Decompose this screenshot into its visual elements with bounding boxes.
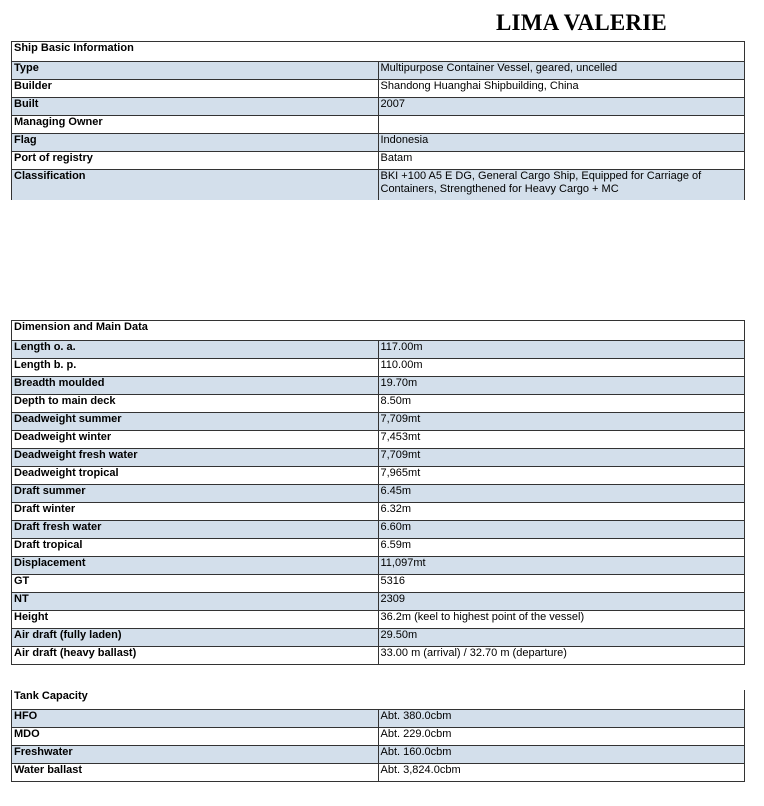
table-row [12, 746, 745, 764]
table-row [12, 503, 745, 521]
row-value: 2007 [378, 98, 745, 116]
row-label: Deadweight fresh water [12, 449, 379, 467]
row-label: Deadweight tropical [12, 467, 379, 485]
row-value: Abt. 160.0cbm [378, 746, 745, 764]
table-row [12, 593, 745, 611]
table-row [12, 575, 745, 593]
row-label: MDO [12, 728, 379, 746]
row-label: NT [12, 593, 379, 611]
row-value: 110.00m [378, 359, 745, 377]
table-row [12, 764, 745, 782]
row-label: Built [12, 98, 379, 116]
row-value: 7,709mt [378, 413, 745, 431]
row-value: Batam [378, 152, 745, 170]
table-row [12, 341, 745, 359]
section-header-row [12, 321, 745, 341]
dimension-main-data-table [11, 320, 745, 665]
row-value: 36.2m (keel to highest point of the vessel) [378, 611, 745, 629]
row-label: Height [12, 611, 379, 629]
table-row [12, 98, 745, 116]
row-label: Draft summer [12, 485, 379, 503]
tank-capacity-section [11, 690, 745, 782]
row-value [378, 116, 745, 134]
row-value: 5316 [378, 575, 745, 593]
row-label: Water ballast [12, 764, 379, 782]
table-row [12, 728, 745, 746]
section-header: Tank Capacity [12, 690, 745, 710]
row-label: Flag [12, 134, 379, 152]
row-value: 11,097mt [378, 557, 745, 575]
ship-basic-information-table [11, 41, 745, 200]
table-row [12, 539, 745, 557]
table-row [12, 170, 745, 201]
row-label: Displacement [12, 557, 379, 575]
row-value: Shandong Huanghai Shipbuilding, China [378, 80, 745, 98]
row-value: 7,709mt [378, 449, 745, 467]
table-row [12, 395, 745, 413]
row-value: 8.50m [378, 395, 745, 413]
row-value: Abt. 3,824.0cbm [378, 764, 745, 782]
table-row [12, 413, 745, 431]
row-value: 7,965mt [378, 467, 745, 485]
section-header: Dimension and Main Data [12, 321, 745, 341]
section-header: Ship Basic Information [12, 42, 745, 62]
row-value: 6.45m [378, 485, 745, 503]
row-label: HFO [12, 710, 379, 728]
row-label: Draft tropical [12, 539, 379, 557]
row-label: GT [12, 575, 379, 593]
table-row [12, 710, 745, 728]
row-label: Port of registry [12, 152, 379, 170]
document-title: LIMA VALERIE [496, 10, 667, 35]
row-value: Abt. 380.0cbm [378, 710, 745, 728]
row-value: 117.00m [378, 341, 745, 359]
section-header-row [12, 690, 745, 710]
row-value: 2309 [378, 593, 745, 611]
row-value: 33.00 m (arrival) / 32.70 m (departure) [378, 647, 745, 665]
row-label: Air draft (heavy ballast) [12, 647, 379, 665]
row-label: Type [12, 62, 379, 80]
row-label: Breadth moulded [12, 377, 379, 395]
row-label: Length o. a. [12, 341, 379, 359]
row-label: Depth to main deck [12, 395, 379, 413]
row-label: Air draft (fully laden) [12, 629, 379, 647]
row-label: Classification [12, 170, 379, 201]
row-label: Draft winter [12, 503, 379, 521]
table-row [12, 557, 745, 575]
table-row [12, 62, 745, 80]
table-row [12, 116, 745, 134]
table-row [12, 629, 745, 647]
row-value: 19.70m [378, 377, 745, 395]
row-label: Freshwater [12, 746, 379, 764]
row-value: 6.59m [378, 539, 745, 557]
tank-capacity-table [11, 690, 745, 782]
row-value: 7,453mt [378, 431, 745, 449]
row-value: 6.60m [378, 521, 745, 539]
table-row [12, 359, 745, 377]
row-value: BKI +100 A5 E DG, General Cargo Ship, Equipped for Carriage of Containers, Strengthened for Heavy Cargo + MC [378, 170, 745, 201]
table-row [12, 611, 745, 629]
table-row [12, 647, 745, 665]
table-row [12, 377, 745, 395]
row-label: Deadweight summer [12, 413, 379, 431]
row-label: Builder [12, 80, 379, 98]
table-row [12, 449, 745, 467]
table-row [12, 431, 745, 449]
table-row [12, 521, 745, 539]
row-label: Managing Owner [12, 116, 379, 134]
row-value: 29.50m [378, 629, 745, 647]
section-header-row [12, 42, 745, 62]
table-row [12, 134, 745, 152]
row-value: Abt. 229.0cbm [378, 728, 745, 746]
table-row [12, 80, 745, 98]
table-row [12, 152, 745, 170]
row-label: Length b. p. [12, 359, 379, 377]
row-value: Indonesia [378, 134, 745, 152]
row-value: 6.32m [378, 503, 745, 521]
row-label: Deadweight winter [12, 431, 379, 449]
table-row [12, 467, 745, 485]
row-value: Multipurpose Container Vessel, geared, uncelled [378, 62, 745, 80]
row-label: Draft fresh water [12, 521, 379, 539]
table-row [12, 485, 745, 503]
